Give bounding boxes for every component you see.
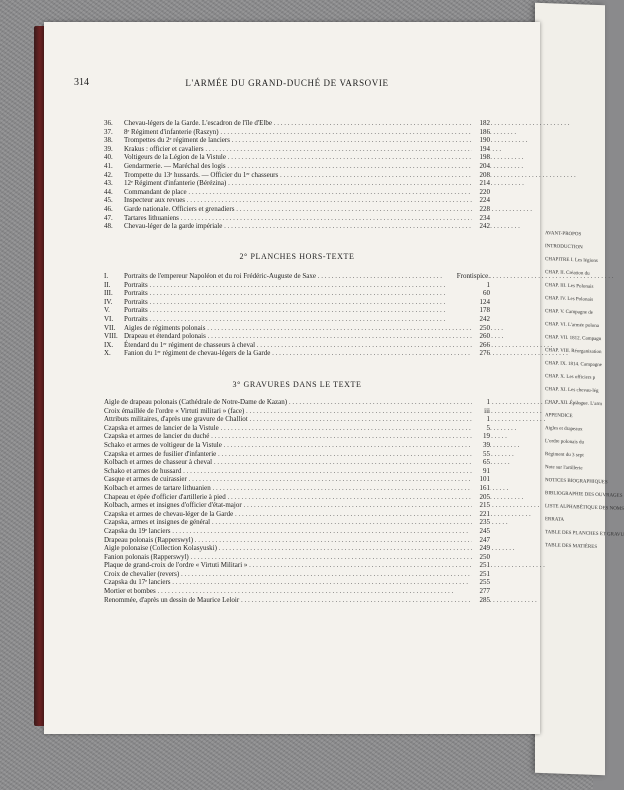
facing-page-line: CHAP. IX. 1814. Campagne bbox=[545, 361, 602, 369]
item-title: Voltigeurs de la Légion de la Vistule . . . bbox=[124, 153, 472, 162]
item-title: Gendarmerie. — Maréchal des logis . . . bbox=[124, 162, 472, 171]
item-title: Portraits . . . bbox=[124, 281, 472, 290]
item-page: 250 bbox=[472, 553, 490, 562]
list-item bbox=[104, 214, 490, 223]
list-item bbox=[104, 475, 490, 484]
item-page: 285 bbox=[472, 596, 490, 605]
item-title: Commandant de place . . . bbox=[124, 188, 472, 197]
section1-list bbox=[104, 119, 490, 231]
item-number: 44. bbox=[104, 187, 113, 196]
item-page: 250 bbox=[472, 324, 490, 333]
item-page: 235 bbox=[472, 518, 490, 527]
item-page: 266 bbox=[472, 341, 490, 350]
item-page: 215 bbox=[472, 501, 490, 510]
item-page: 221 bbox=[472, 510, 490, 519]
item-page: 277 bbox=[472, 587, 490, 596]
item-page: 214 bbox=[472, 179, 490, 188]
list-item bbox=[104, 553, 490, 562]
item-title: Schako et armes de voltigeur de la Vistule . . . bbox=[104, 441, 472, 450]
item-page: 242 bbox=[472, 315, 490, 324]
item-title: Drapeau et étendard polonais . . . bbox=[124, 332, 472, 341]
list-item bbox=[104, 136, 490, 145]
item-title: Chevau-légers de la Garde. L'escadron de l'île d'Elbe . . . bbox=[124, 119, 472, 128]
item-number: 45. bbox=[104, 196, 113, 205]
facing-page-line: CHAP. XII. Épilogue. L'arm bbox=[545, 400, 603, 408]
item-title: Kolbach et armes de chasseur à cheval . . . bbox=[104, 458, 472, 467]
list-item bbox=[104, 561, 490, 570]
item-title: Kolbach et armes de tartare lithuanien . . . bbox=[104, 484, 472, 493]
item-number: VIII. bbox=[104, 332, 118, 341]
page-number: 314 bbox=[74, 77, 89, 88]
list-item bbox=[104, 349, 490, 358]
list-item bbox=[104, 450, 490, 459]
item-number: 37. bbox=[104, 127, 113, 136]
facing-page-line: CHAP. VI. L'armée polona bbox=[545, 322, 599, 330]
item-page: 124 bbox=[472, 298, 490, 307]
section2-title: 2° PLANCHES HORS-TEXTE bbox=[239, 252, 355, 261]
item-number: IX. bbox=[104, 340, 114, 349]
item-page: 247 bbox=[472, 536, 490, 545]
list-item bbox=[104, 205, 490, 214]
item-title: Schako et armes de hussard . . . bbox=[104, 467, 472, 476]
item-title: Tartares lithuaniens . . . bbox=[124, 214, 472, 223]
item-page: 1 bbox=[472, 398, 490, 407]
item-page: 186 bbox=[472, 128, 490, 137]
item-page: 60 bbox=[472, 289, 490, 298]
item-page: 19 bbox=[472, 432, 490, 441]
item-page: 224 bbox=[472, 196, 490, 205]
list-item bbox=[104, 536, 490, 545]
item-title: Aigle polonaise (Collection Kolasyuski) . . . bbox=[104, 544, 472, 553]
item-title: Kolbach, armes et insignes d'officier d'état-major . . . bbox=[104, 501, 472, 510]
item-title: Aigle de drapeau polonais (Cathédrale de Notre-Dame de Kazan) . . . bbox=[104, 398, 472, 407]
item-page: 204 bbox=[472, 162, 490, 171]
item-number: X. bbox=[104, 349, 111, 358]
list-item bbox=[104, 315, 490, 324]
list-item bbox=[104, 415, 490, 424]
list-item bbox=[104, 493, 490, 502]
list-item bbox=[104, 587, 490, 596]
item-page: Frontispice. bbox=[444, 272, 490, 281]
item-title: Fanion du 1ᵉʳ régiment de chevau-légers de la Garde . . . bbox=[124, 349, 472, 358]
section2-list bbox=[104, 272, 490, 358]
item-title: Casque et armes de cuirassier . . . bbox=[104, 475, 472, 484]
facing-page-line: CHAP. XI. Les chevau-lég bbox=[545, 387, 599, 394]
item-page: 276 bbox=[472, 349, 490, 358]
facing-page-line: INTRODUCTION bbox=[545, 244, 583, 251]
list-item bbox=[104, 281, 490, 290]
list-item bbox=[104, 407, 490, 416]
list-item bbox=[104, 398, 490, 407]
item-title: 12ᵉ Régiment d'infanterie (Bérézina) . . . bbox=[124, 179, 472, 188]
item-number: I. bbox=[104, 272, 109, 280]
list-item bbox=[104, 196, 490, 205]
facing-page-line: TABLE DES PLANCHES ET GRAVU bbox=[545, 530, 624, 538]
facing-page-line: CHAP. VIII. Réorganisation bbox=[545, 348, 602, 356]
item-title: Mortier et bombes . . . bbox=[104, 587, 472, 596]
item-title: Croix émaillée de l'ordre « Virtuti militari » (face) . . . bbox=[104, 407, 472, 416]
item-title: Trompette du 13ᵉ hussards. — Officier du 1ᵉʳ chasseurs . . . bbox=[124, 171, 472, 180]
facing-page-line: Régiment du 3 sept bbox=[545, 452, 584, 459]
list-item bbox=[104, 119, 490, 128]
facing-page-line: APPENDICE bbox=[545, 413, 573, 420]
item-title: Chevau-léger de la garde impériale . . . bbox=[124, 222, 472, 231]
item-number: 41. bbox=[104, 161, 113, 170]
facing-page-line: CHAP. V. Campagne de bbox=[545, 309, 594, 316]
list-item bbox=[104, 578, 490, 587]
facing-page-line: CHAPITRE I. Les légions bbox=[545, 257, 598, 264]
item-page: 220 bbox=[472, 188, 490, 197]
list-item bbox=[104, 467, 490, 476]
facing-page-line: Aigles et drapeaux bbox=[545, 426, 583, 433]
item-page: 249 bbox=[472, 544, 490, 553]
list-item bbox=[104, 432, 490, 441]
item-number: 38. bbox=[104, 136, 113, 145]
facing-page-line: CHAP. X. Les officiers p bbox=[545, 374, 596, 381]
item-number: 47. bbox=[104, 213, 113, 222]
item-title: Czapska et armes de chevau-léger de la Garde . . . bbox=[104, 510, 472, 519]
item-number: IV. bbox=[104, 297, 113, 306]
item-title: Renommée, d'après un dessin de Maurice Leloir . . . bbox=[104, 596, 472, 605]
item-page: 245 bbox=[472, 527, 490, 536]
item-page: 205 bbox=[472, 493, 490, 502]
item-title: Portraits . . . bbox=[124, 289, 472, 298]
facing-page-line: LISTE ALPHABÉTIQUE DES NOMS bbox=[545, 504, 624, 512]
list-item bbox=[104, 570, 490, 579]
list-item bbox=[104, 527, 490, 536]
list-item bbox=[104, 544, 490, 553]
list-item bbox=[104, 171, 490, 180]
facing-page-line: AVANT-PROPOS bbox=[545, 231, 582, 238]
list-item bbox=[104, 518, 490, 527]
list-item bbox=[104, 272, 490, 281]
list-item bbox=[104, 289, 490, 298]
item-title: Portraits de l'empereur Napoléon et du roi Frédéric-Auguste de Saxe . . . bbox=[124, 272, 442, 281]
item-title: Portraits . . . bbox=[124, 306, 472, 315]
item-title: Drapeau polonais (Rapperswyl) . . . bbox=[104, 536, 472, 545]
item-number: II. bbox=[104, 280, 111, 289]
item-page: 5 bbox=[472, 424, 490, 433]
item-number: 43. bbox=[104, 179, 113, 188]
item-number: 42. bbox=[104, 170, 113, 179]
list-item bbox=[104, 484, 490, 493]
facing-page-line: TABLE DES MATIÈRES bbox=[545, 543, 598, 550]
item-title: Portraits . . . bbox=[124, 298, 472, 307]
item-page: 178 bbox=[472, 306, 490, 315]
item-title: Czapska et armes de fusilier d'infanterie . . . bbox=[104, 450, 472, 459]
item-title: 8ᵉ Régiment d'infanterie (Raszyn) . . . bbox=[124, 128, 472, 137]
item-page: 39 bbox=[472, 441, 490, 450]
item-title: Czapska et armes de lancier du duché . . . bbox=[104, 432, 472, 441]
item-title: Attributs militaires, d'après une gravure de Challiot . . . bbox=[104, 415, 472, 424]
item-number: 39. bbox=[104, 144, 113, 153]
list-item bbox=[104, 510, 490, 519]
list-item bbox=[104, 424, 490, 433]
list-item bbox=[104, 298, 490, 307]
facing-page-line: Note sur l'artillerie bbox=[545, 465, 583, 472]
item-page: 101 bbox=[472, 475, 490, 484]
item-title: Fanion polonais (Rapperswyl) . . . bbox=[104, 553, 472, 562]
item-number: III. bbox=[104, 289, 113, 298]
list-item bbox=[104, 128, 490, 137]
item-title: Plaque de grand-croix de l'ordre « Virtuti Militari » . . . bbox=[104, 561, 472, 570]
list-item bbox=[104, 596, 490, 605]
item-number: 48. bbox=[104, 222, 113, 231]
list-item bbox=[104, 188, 490, 197]
running-title: L'ARMÉE DU GRAND-DUCHÉ DE VARSOVIE bbox=[185, 78, 389, 88]
list-item bbox=[104, 441, 490, 450]
item-number: 36. bbox=[104, 119, 113, 127]
item-number: VI. bbox=[104, 314, 114, 323]
facing-page-line: BIBLIOGRAPHIE DES OUVRAGES bbox=[545, 491, 623, 499]
item-title: Aigles de régiments polonais . . . bbox=[124, 324, 472, 333]
item-title: Czapska du 19ᵉ lanciers . . . bbox=[104, 527, 472, 536]
list-item bbox=[104, 332, 490, 341]
facing-page-line: NOTICES BIOGRAPHIQUES bbox=[545, 478, 608, 486]
item-title: Czapska et armes de lancier de la Vistule . . . bbox=[104, 424, 472, 433]
item-title: Croix de chevalier (revers) . . . bbox=[104, 570, 472, 579]
item-page: 208 bbox=[472, 171, 490, 180]
page-header bbox=[74, 77, 500, 89]
item-page: 251 bbox=[472, 570, 490, 579]
item-title: Garde nationale. Officiers et grenadiers . . . bbox=[124, 205, 472, 214]
list-item bbox=[104, 179, 490, 188]
item-number: V. bbox=[104, 306, 110, 315]
item-page: 65 bbox=[472, 458, 490, 467]
item-title: Chapeau et épée d'officier d'artillerie à pied . . . bbox=[104, 493, 472, 502]
facing-page-line: L'ordre polonais du bbox=[545, 439, 584, 446]
facing-page-line: CHAP. VII. 1812. Campagn bbox=[545, 335, 602, 343]
list-item bbox=[104, 324, 490, 333]
item-page: 198 bbox=[472, 153, 490, 162]
item-title: Czapska, armes et insignes de général . . . bbox=[104, 518, 472, 527]
item-page: 1 bbox=[472, 415, 490, 424]
item-page: 251 bbox=[472, 561, 490, 570]
item-title: Krakus : officier et cavaliers . . . bbox=[124, 145, 472, 154]
list-item bbox=[104, 458, 490, 467]
item-page: 190 bbox=[472, 136, 490, 145]
item-page: 228 bbox=[472, 205, 490, 214]
item-number: VII. bbox=[104, 323, 116, 332]
item-page: iii bbox=[472, 407, 490, 416]
list-item bbox=[104, 153, 490, 162]
item-title: Trompettes du 2ᵉ régiment de lanciers . . . bbox=[124, 136, 472, 145]
facing-page-line: ERRATA bbox=[545, 517, 565, 523]
item-number: 46. bbox=[104, 204, 113, 213]
item-page: 255 bbox=[472, 578, 490, 587]
item-title: Inspecteur aux revues . . . bbox=[124, 196, 472, 205]
section3-list bbox=[104, 398, 490, 604]
item-page: 234 bbox=[472, 214, 490, 223]
item-title: Portraits . . . bbox=[124, 315, 472, 324]
list-item bbox=[104, 341, 490, 350]
list-item bbox=[104, 162, 490, 171]
item-page: 182 bbox=[472, 119, 490, 128]
list-item bbox=[104, 501, 490, 510]
facing-page-line: CHAP. III. Les Polonais bbox=[545, 283, 594, 290]
item-page: 260 bbox=[472, 332, 490, 341]
item-page: 194 bbox=[472, 145, 490, 154]
facing-page-line: CHAP. IV. Les Polonais bbox=[545, 296, 594, 303]
item-page: 91 bbox=[472, 467, 490, 476]
item-page: 55 bbox=[472, 450, 490, 459]
list-item bbox=[104, 145, 490, 154]
item-title: Czapska du 17ᵉ lanciers . . . bbox=[104, 578, 472, 587]
list-item bbox=[104, 222, 490, 231]
section3-title: 3° GRAVURES DANS LE TEXTE bbox=[232, 380, 362, 389]
facing-page-line: CHAP. II. Création du bbox=[545, 270, 590, 277]
list-item bbox=[104, 306, 490, 315]
item-page: 1 bbox=[472, 281, 490, 290]
item-page: 242 bbox=[472, 222, 490, 231]
item-title: Étendard du 1ᵉʳ régiment de chasseurs à cheval . . . bbox=[124, 341, 472, 350]
item-number: 40. bbox=[104, 153, 113, 162]
item-page: 161 bbox=[472, 484, 490, 493]
